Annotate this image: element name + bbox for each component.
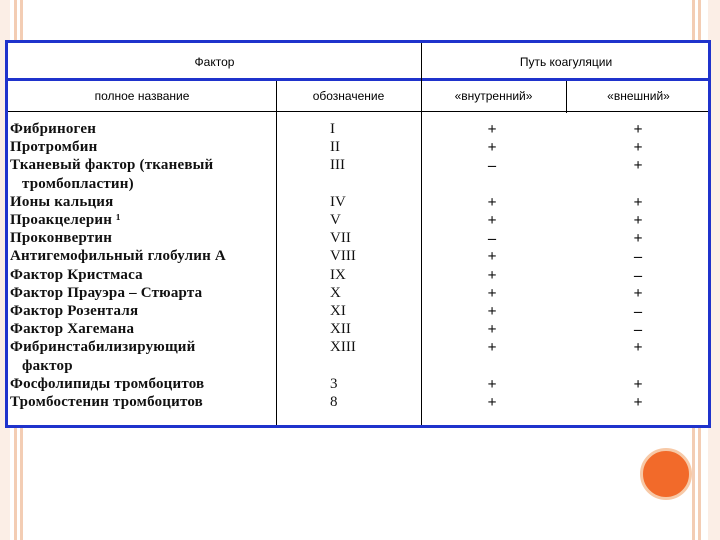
internal-pathway-mark: – bbox=[488, 230, 496, 248]
external-pathway-mark: + bbox=[633, 394, 643, 411]
coagulation-factors-table bbox=[5, 40, 711, 428]
internal-pathway-mark: + bbox=[487, 284, 497, 302]
external-pathway-mark: – bbox=[634, 321, 642, 339]
external-pathway-mark: – bbox=[634, 266, 642, 284]
external-pathway-mark: + bbox=[633, 121, 643, 138]
external-pathway-mark: + bbox=[633, 157, 643, 175]
factor-designation: III bbox=[330, 157, 345, 174]
header-external: «внешний» bbox=[607, 89, 670, 103]
header-internal: «внутренний» bbox=[454, 89, 533, 103]
factor-name: Фибринстабилизирующий bbox=[10, 339, 196, 356]
factor-designation: XIII bbox=[330, 339, 356, 356]
factor-designation: X bbox=[330, 284, 341, 301]
factor-name: тромбопластин) bbox=[22, 175, 134, 192]
internal-pathway-mark: + bbox=[487, 303, 497, 320]
factor-name: Фактор Хагемана bbox=[10, 321, 135, 338]
column-divider-1 bbox=[276, 81, 277, 425]
subheader-divider bbox=[8, 111, 708, 112]
internal-pathway-mark: + bbox=[487, 339, 497, 357]
external-pathway-mark: + bbox=[633, 193, 643, 211]
factor-designation: XI bbox=[330, 303, 346, 319]
internal-pathway-mark: + bbox=[487, 266, 497, 284]
factor-name: Фосфолипиды тромбоцитов bbox=[10, 375, 205, 392]
header-pathway: Путь коагуляции bbox=[519, 55, 613, 69]
factor-name: Фактор Розенталя bbox=[10, 303, 139, 319]
factor-designation: IV bbox=[330, 193, 346, 210]
external-pathway-mark: – bbox=[634, 248, 642, 266]
factor-designation: II bbox=[330, 139, 340, 156]
factor-name: Тканевый фактор (тканевый bbox=[10, 157, 214, 174]
factor-designation: IX bbox=[330, 266, 346, 283]
external-pathway-mark: + bbox=[633, 139, 643, 157]
factor-designation: I bbox=[330, 121, 335, 137]
external-pathway-mark: + bbox=[633, 230, 643, 248]
factor-name: Проакцелерин ¹ bbox=[10, 212, 121, 228]
factor-name: Ионы кальция bbox=[10, 193, 114, 210]
internal-pathway-mark: + bbox=[487, 248, 497, 266]
factor-designation: 8 bbox=[330, 394, 338, 410]
factor-name: фактор bbox=[22, 357, 73, 374]
external-pathway-mark: + bbox=[633, 339, 643, 357]
orange-accent-circle bbox=[640, 448, 692, 500]
external-pathway-mark: + bbox=[633, 284, 643, 302]
factor-name: Фактор Прауэра – Стюарта bbox=[10, 284, 203, 301]
factor-name: Антигемофильный глобулин А bbox=[10, 248, 226, 265]
header-factor: Фактор bbox=[194, 55, 235, 69]
factor-name: Тромбостенин тромбоцитов bbox=[10, 394, 203, 410]
internal-pathway-mark: + bbox=[487, 193, 497, 211]
internal-pathway-mark: + bbox=[487, 121, 497, 138]
factor-name: Протромбин bbox=[10, 139, 98, 156]
external-pathway-mark: – bbox=[634, 303, 642, 320]
factor-designation: VII bbox=[330, 230, 351, 247]
internal-pathway-mark: + bbox=[487, 375, 497, 393]
external-pathway-mark: + bbox=[633, 212, 643, 229]
factor-designation: VIII bbox=[330, 248, 356, 265]
factor-name: Фибриноген bbox=[10, 121, 97, 137]
factor-designation: XII bbox=[330, 321, 351, 338]
factor-name: Фактор Кристмаса bbox=[10, 266, 143, 283]
external-pathway-mark: + bbox=[633, 375, 643, 393]
internal-pathway-mark: + bbox=[487, 394, 497, 411]
internal-pathway-mark: + bbox=[487, 212, 497, 229]
header-full-name: полное название bbox=[94, 89, 190, 103]
internal-pathway-mark: – bbox=[488, 157, 496, 175]
header-divider bbox=[8, 78, 708, 81]
internal-pathway-mark: + bbox=[487, 321, 497, 339]
factor-designation: 3 bbox=[330, 375, 338, 392]
factor-name: Проконвертин bbox=[10, 230, 113, 247]
header-designation: обозначение bbox=[312, 89, 385, 103]
factor-designation: V bbox=[330, 212, 341, 228]
internal-pathway-mark: + bbox=[487, 139, 497, 157]
